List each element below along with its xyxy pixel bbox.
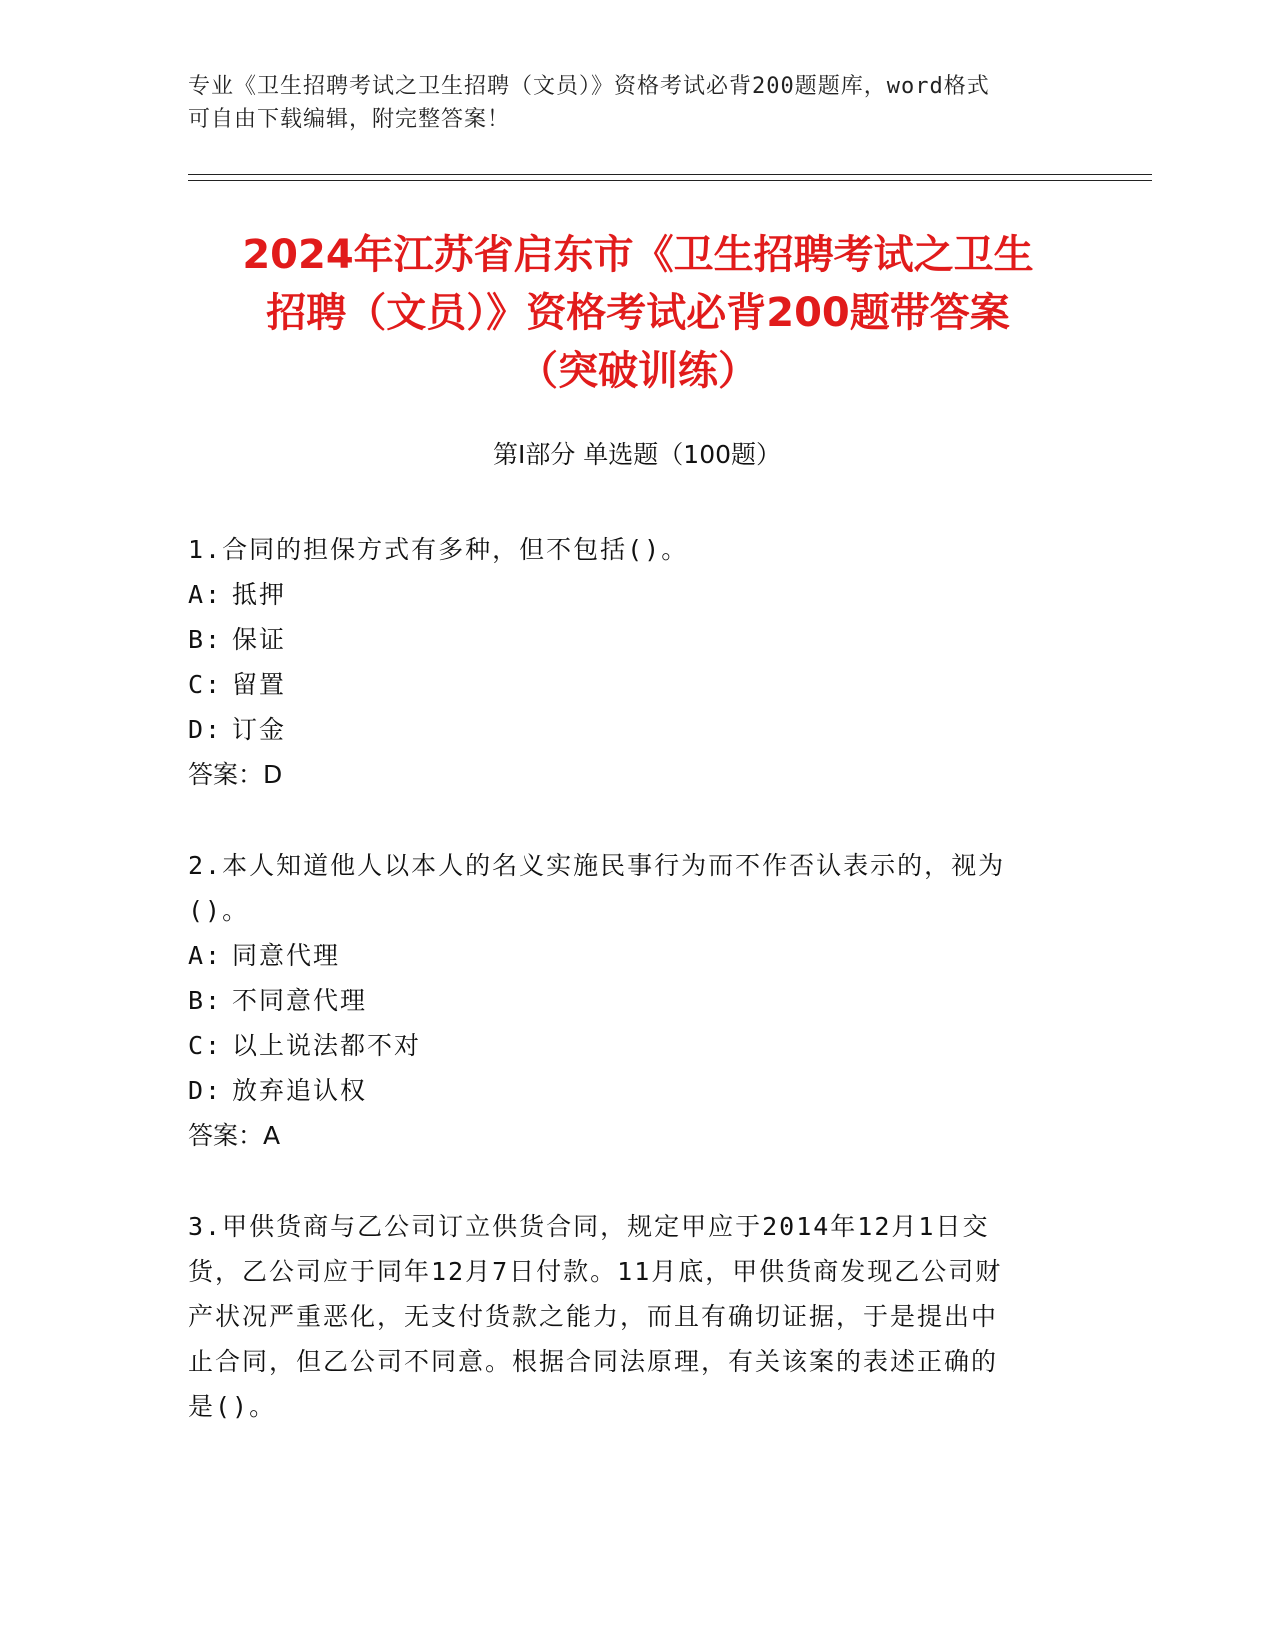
title-line: （突破训练） (518, 348, 758, 394)
option-a (188, 933, 1088, 978)
option-text: 保证 (232, 625, 287, 654)
option-letter: B: (188, 986, 223, 1015)
option-d (188, 1068, 1088, 1113)
title-line: 招聘（文员）》资格考试必背200题带答案 (266, 290, 1010, 336)
question-item (188, 527, 1088, 797)
option-a (188, 572, 1088, 617)
title-line: 2024年江苏省启东市《卫生招聘考试之卫生 (242, 232, 1034, 278)
option-letter: D: (188, 715, 223, 744)
header-note-line: 专业《卫生招聘考试之卫生招聘（文员）》资格考试必背200题题库，word格式 (188, 74, 990, 99)
question-stem: 货，乙公司应于同年12月7日付款。11月底，甲供货商发现乙公司财 (188, 1257, 1003, 1286)
option-letter: B: (188, 625, 223, 654)
question-stem: 1.合同的担保方式有多种，但不包括()。 (188, 535, 689, 564)
header-note (188, 70, 1068, 136)
header-divider (188, 174, 1152, 175)
option-c (188, 1023, 1088, 1068)
option-text: 留置 (232, 670, 287, 699)
question-list (188, 527, 1088, 1475)
option-letter: A: (188, 941, 223, 970)
question-stem: 止合同，但乙公司不同意。根据合同法原理，有关该案的表述正确的 (188, 1347, 999, 1376)
answer-line: 答案：D (188, 760, 283, 789)
option-c (188, 662, 1088, 707)
question-stem: 2.本人知道他人以本人的名义实施民事行为而不作否认表示的，视为 (188, 851, 1006, 880)
header-divider (188, 180, 1152, 181)
option-letter: C: (188, 670, 223, 699)
question-stem: ()。 (188, 896, 250, 925)
question-item (188, 843, 1088, 1158)
question-item (188, 1204, 1088, 1429)
question-stem: 产状况严重恶化，无支付货款之能力，而且有确切证据，于是提出中 (188, 1302, 999, 1331)
option-text: 订金 (232, 715, 287, 744)
option-letter: D: (188, 1076, 223, 1105)
section-title: 第Ⅰ部分 单选题（100题） (492, 440, 782, 469)
option-letter: C: (188, 1031, 223, 1060)
question-stem: 是()。 (188, 1392, 277, 1421)
document-title (168, 226, 1108, 400)
option-text: 放弃追认权 (232, 1076, 368, 1105)
option-letter: A: (188, 580, 223, 609)
question-stem: 3.甲供货商与乙公司订立供货合同，规定甲应于2014年12月1日交 (188, 1212, 990, 1241)
option-text: 不同意代理 (232, 986, 368, 1015)
option-text: 同意代理 (232, 941, 341, 970)
header-note-line: 可自由下载编辑，附完整答案！ (188, 107, 511, 132)
option-text: 以上说法都不对 (232, 1031, 422, 1060)
option-d (188, 707, 1088, 752)
option-b (188, 978, 1088, 1023)
answer-line: 答案：A (188, 1121, 281, 1150)
option-text: 抵押 (232, 580, 287, 609)
option-b (188, 617, 1088, 662)
